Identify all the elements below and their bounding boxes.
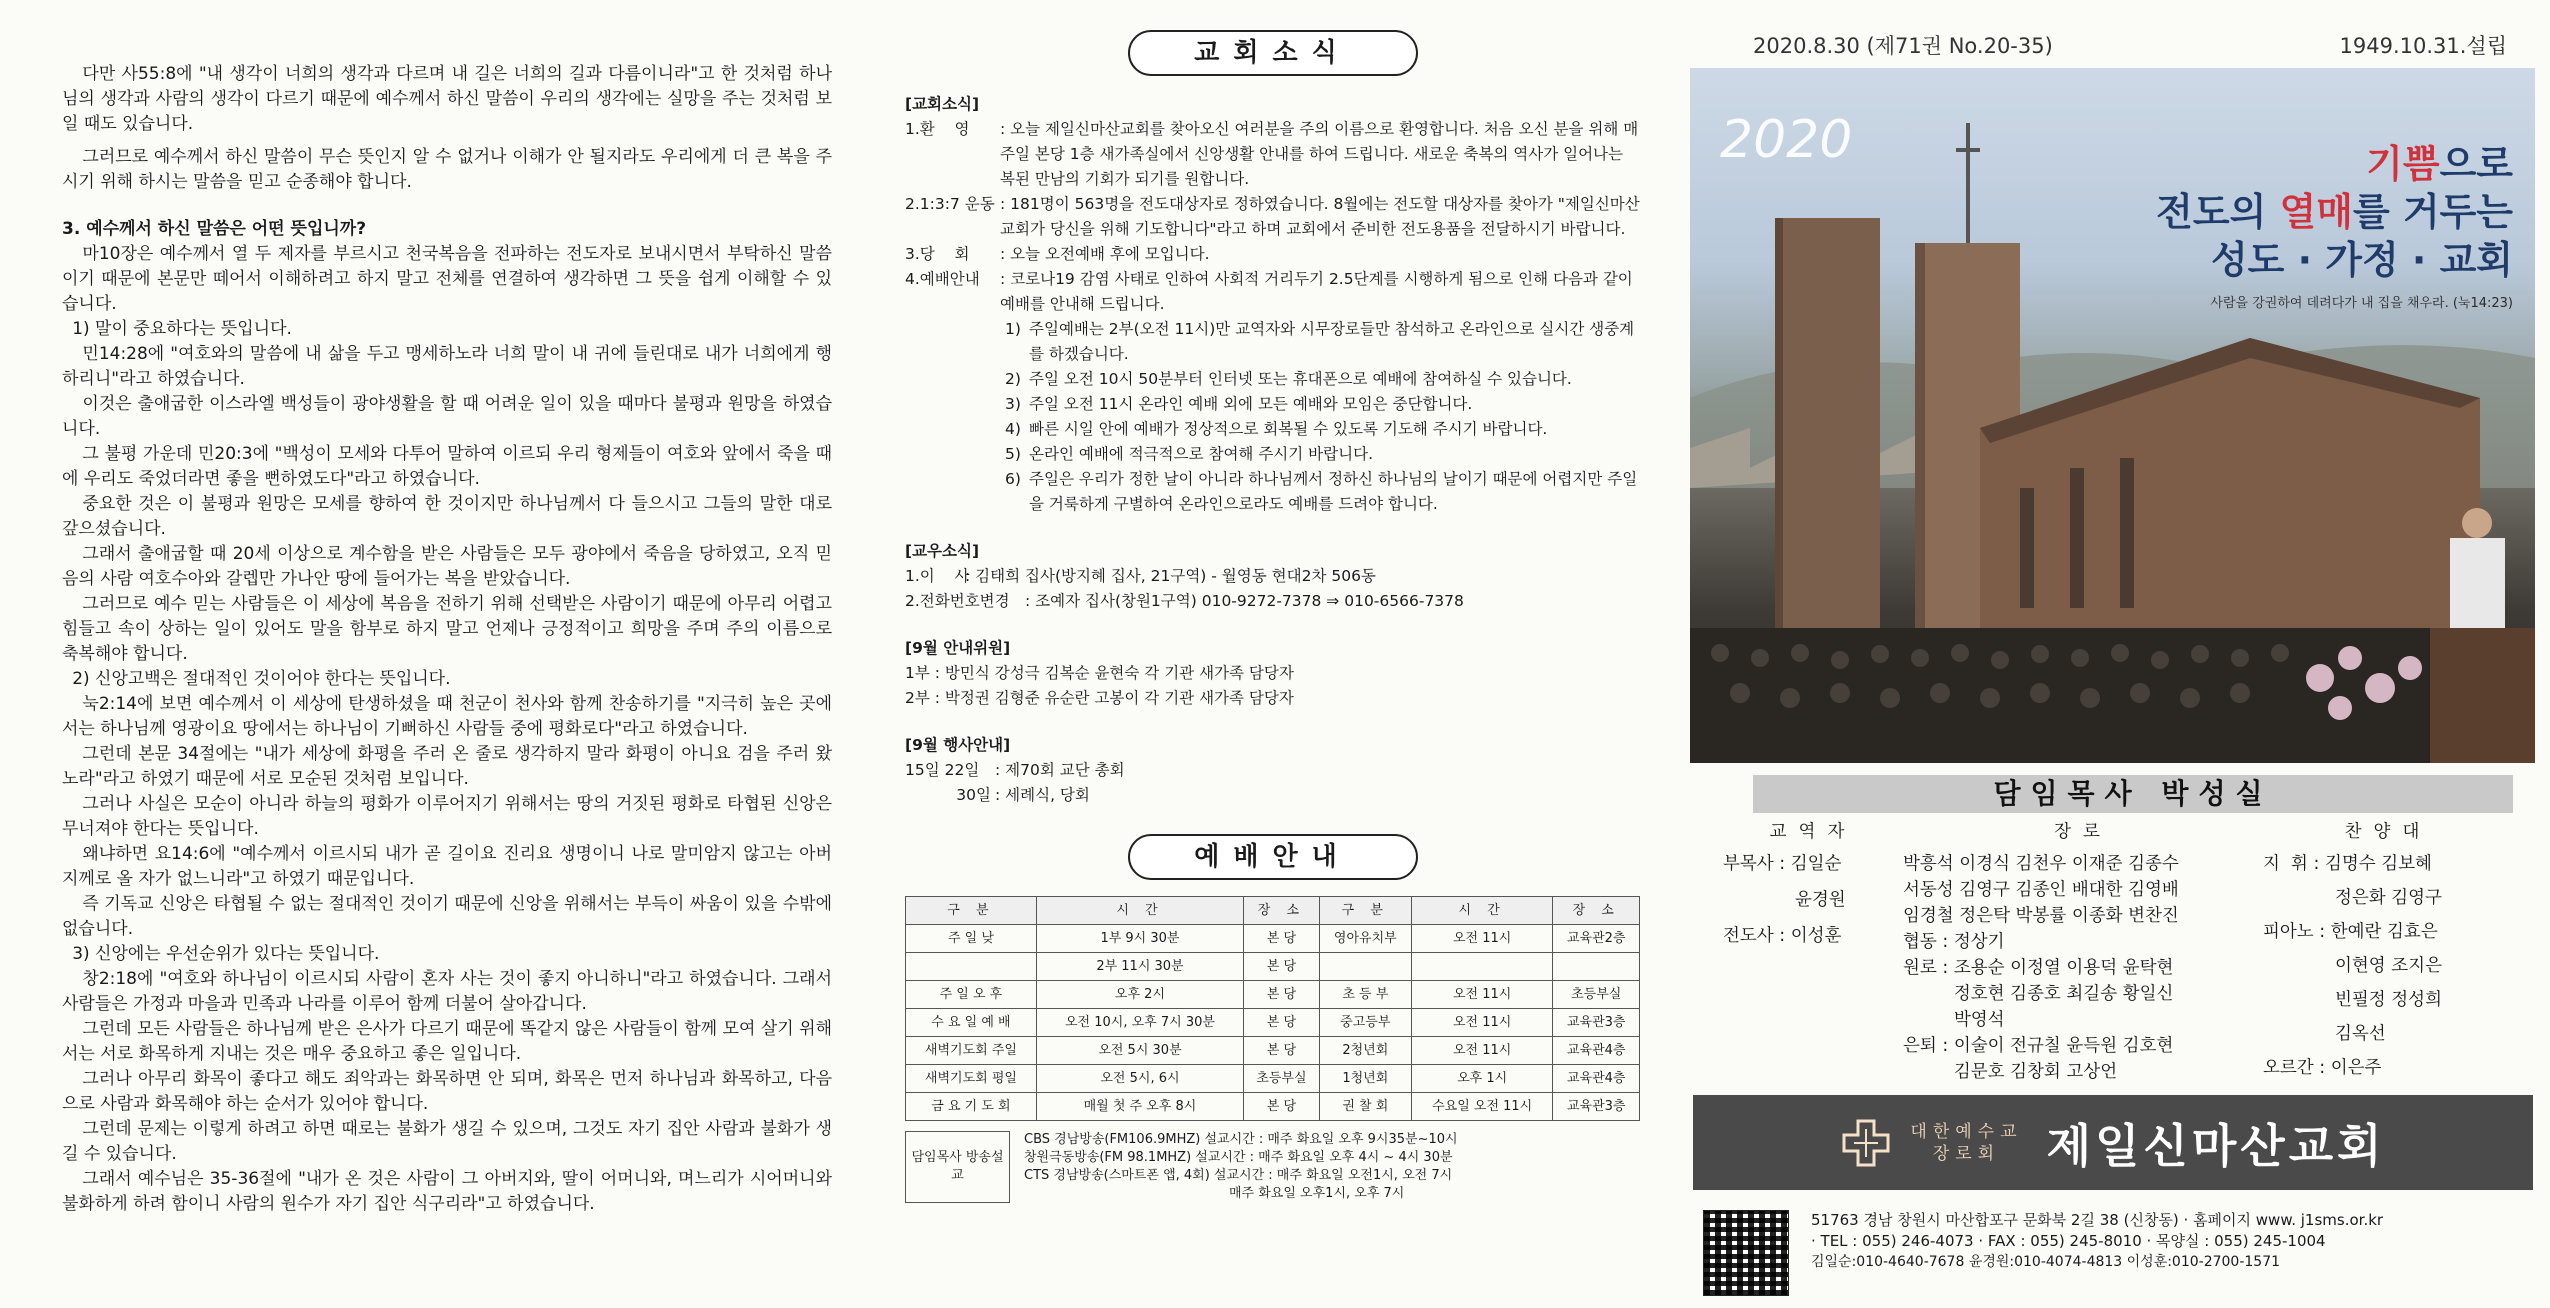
staff-names: 임경철 정은탁 박봉률 이종화 변찬진	[1903, 906, 2179, 926]
table-cell	[1411, 953, 1553, 981]
staff-names: 윤경원	[1795, 890, 1846, 910]
staff-names: 김옥선	[2335, 1024, 2386, 1044]
table-cell: 초등부실	[1244, 1065, 1320, 1093]
notice-item	[905, 242, 1640, 267]
staff-role: 오르간 :	[2263, 1058, 2331, 1078]
staff-column-clergy	[1723, 819, 1903, 1085]
sermon-paragraph: 눅2:14에 보면 예수께서 이 세상에 탄생하셨을 때 천군이 천사와 함께 찬송하기를 "지극히 높은 곳에서는 하나님께 영광이요 땅에서는 하나님이 기뻐하신 사람들 중에 평화로다"라고 하였습니다.	[62, 694, 832, 739]
guides-heading: [9월 안내위원]	[905, 639, 1011, 657]
staff-names: 정은화 김영구	[2335, 888, 2442, 908]
notice-text: : 오늘 제일신마산교회를 찾아오신 여러분을 주의 이름으로 환영합니다. 처음 오신 분을 위해 매주일 본당 1층 새가족실에서 신앙생활 안내를 하여 드립니다. 새로운 축복의 역사가 일어나는 복된 만남의 기회가 되기를 원합니다.	[1000, 120, 1639, 188]
notice-label: 4.예배안내	[905, 270, 980, 288]
contact-info	[1811, 1210, 2383, 1296]
table-cell: 교육관2층	[1553, 925, 1640, 953]
notice-item	[905, 117, 1640, 192]
sermon-column	[62, 62, 832, 1262]
denomination	[1910, 1121, 2022, 1165]
church-banner	[1693, 1095, 2533, 1190]
staff-row	[1903, 1033, 2263, 1085]
table-cell	[906, 953, 1037, 981]
staff-role: 협동 :	[1903, 932, 1954, 952]
issue-date: 2020.8.30 (제71권 No.20-35)	[1753, 34, 2053, 58]
table-cell: 오전 11시	[1411, 925, 1553, 953]
table-cell: 주 일 낮	[906, 925, 1037, 953]
table-row	[906, 925, 1640, 953]
table-cell	[1553, 953, 1640, 981]
table-row	[906, 1093, 1640, 1121]
table-cell: 새벽기도회 주일	[906, 1037, 1037, 1065]
table-cell: 교육관4층	[1553, 1037, 1640, 1065]
table-cell	[1319, 953, 1411, 981]
sermon-paragraph: 그러므로 예수께서 하신 말씀이 무슨 뜻인지 알 수 없거나 이해가 안 될지라도 우리에게 더 큰 복을 주시기 위해 하시는 말씀을 믿고 순종해야 합니다.	[62, 147, 832, 192]
table-cell: 본 당	[1244, 981, 1320, 1009]
staff-row	[2263, 987, 2513, 1013]
broadcast-line: CTS 경남방송(스마트폰 앱, 4회) 설교시간 : 매주 화요일 오전1시, 오전 7시	[1024, 1168, 1453, 1183]
staff-role: 지 휘 :	[2263, 854, 2325, 874]
events-heading: [9월 행사안내]	[905, 736, 1011, 754]
table-cell: 오전 5시, 6시	[1036, 1065, 1243, 1093]
sermon-paragraph: 민14:28에 "여호와의 말씀에 내 삶을 두고 맹세하노라 너희 말이 내 귀에 들린대로 내가 너희에게 행하리니"라고 하였습니다.	[62, 344, 832, 389]
pastor-banner: 담임목사 박성실	[1753, 775, 2513, 813]
notice-item	[905, 192, 1640, 242]
table-cell: 매월 첫 주 오후 8시	[1036, 1093, 1243, 1121]
staff-names: 이성훈	[1790, 926, 1842, 946]
staff-row	[1903, 877, 2263, 903]
staff-names: 이은주	[2330, 1058, 2382, 1078]
worship-table-body	[906, 925, 1640, 1121]
notice-text: : 181명이 563명을 전도대상자로 정하였습니다. 8월에는 전도할 대상자를 찾아가 "제일신마산교회가 당신을 위해 기도합니다"라고 하며 교회에서 준비한 전도용품을 전달하시기 바랍니다.	[1000, 195, 1640, 238]
church-news-heading: [교회소식]	[905, 95, 980, 113]
guide-line: 1부 : 방민식 강성극 김복순 윤현숙 각 기관 새가족 담당자	[905, 664, 1294, 682]
table-cell: 교육관3층	[1553, 1009, 1640, 1037]
staff-row	[1903, 903, 2263, 929]
sermon-paragraph: 그런데 모든 사람들은 하나님께 받은 은사가 다르기 때문에 똑같지 않은 사람들이 함께 모여 살기 위해서는 서로 화목하게 지내는 것은 매우 중요하고 좋은 일입니다.	[62, 1019, 832, 1064]
event-item	[905, 758, 1640, 783]
table-cell: 오전 11시	[1411, 1009, 1553, 1037]
church-news	[905, 92, 1640, 517]
table-cell: 2부 11시 30분	[1036, 953, 1243, 981]
table-cell: 오전 11시	[1411, 1037, 1553, 1065]
sermon-paragraph: 그런데 본문 34절에는 "내가 세상에 화평을 주러 온 줄로 생각하지 말라 화평이 아니요 검을 주러 왔노라"라고 하였기 때문에 서로 모순된 것처럼 보입니다.	[62, 744, 832, 789]
list-item: 5) 온라인 예배에 적극적으로 참여해 주시기 바랍니다.	[905, 442, 1640, 467]
sermon-paragraph: 마10장은 예수께서 열 두 제자를 부르시고 천국복음을 전파하는 전도자로 보내시면서 부탁하신 말씀이기 때문에 본문만 떼어서 이해하려고 하지 말고 전체를 연결하여 생각하면 그 뜻을 쉽게 이해할 수 있습니다.	[62, 244, 832, 314]
contact-footer	[1703, 1210, 2535, 1296]
list-item: 2) 주일 오전 10시 50분부터 인터넷 또는 휴대폰으로 예배에 참여하실 수 있습니다.	[905, 367, 1640, 392]
staff-row	[2263, 919, 2513, 945]
sermon-paragraph: 다만 사55:8에 "내 생각이 너희의 생각과 다르며 내 길은 너희의 길과 다름이니라"고 한 것처럼 하나님의 생각과 사람의 생각이 다르기 때문에 예수께서 하신 말씀이 우리의 생각에는 실망을 주는 것처럼 보일 때도 있습니다.	[62, 64, 832, 134]
table-row	[906, 1009, 1640, 1037]
worship-table	[905, 896, 1640, 1121]
staff-row	[2263, 885, 2513, 911]
broadcast-section	[905, 1131, 1640, 1203]
cover-column	[1683, 18, 2535, 1288]
table-header: 시 간	[1036, 897, 1243, 925]
table-header: 구 분	[906, 897, 1037, 925]
table-cell: 교육관3층	[1553, 1093, 1640, 1121]
staff-names: 서동성 김영구 김종인 배대한 김영배	[1903, 880, 2179, 900]
staff-column-elders	[1903, 819, 2263, 1085]
staff-role: 은퇴 :	[1903, 1036, 1954, 1056]
staff-role: 부목사 :	[1723, 854, 1791, 874]
staff-names: 조용순 이정열 이용덕 윤탁현 정호현 김종호 최길송 황일신 박영석	[1953, 958, 2174, 1030]
section-heading: 3. 예수께서 하신 말씀은 어떤 뜻입니까?	[62, 219, 367, 239]
list-item: 1) 주일예배는 2부(오전 11시)만 교역자와 시무장로들만 참석하고 온라인으로 실시간 생중계를 하겠습니다.	[905, 317, 1640, 367]
notice-text: : 김태희 집사(방지혜 집사, 21구역) - 월영동 현대2차 506동	[965, 567, 1376, 585]
staff-column-heading: 장로	[2054, 822, 2112, 842]
notice-label: 1.이 사	[905, 567, 970, 585]
staff-names: 정상기	[1953, 932, 2005, 952]
event-date: 15일 22일	[905, 761, 980, 779]
event-text: : 세례식, 당회	[995, 786, 1090, 804]
denomination-line: 장로회	[1932, 1143, 2001, 1164]
denomination-line: 대한예수교	[1910, 1121, 2023, 1142]
sermon-paragraph: 그러나 아무리 화목이 좋다고 해도 죄악과는 화목하면 안 되며, 화목은 먼저 하나님과 화목하고, 다음으로 사람과 화목해야 하는 순서가 있어야 합니다.	[62, 1069, 832, 1114]
staff-row	[1903, 929, 2263, 955]
cover-header	[1683, 18, 2535, 68]
slogan-highlight: 열매	[2279, 190, 2353, 234]
address: 51763 경남 창원시 마산합포구 문화북 2길 38 (신창동) · 홈페이지 www. j1sms.or.kr	[1811, 1211, 2384, 1229]
mobile-numbers: 김일순:010-4640-7678 윤경원:010-4074-4813 이성훈:010-2700-1571	[1811, 1254, 2281, 1270]
notice-label: 1.환 영	[905, 120, 970, 138]
staff-names: 이현영 조지은	[2335, 956, 2442, 976]
founded-date: 1949.10.31.설립	[2339, 34, 2507, 58]
table-cell: 중고등부	[1319, 1009, 1411, 1037]
point3-body	[62, 967, 832, 1217]
sermon-paragraph: 즉 기독교 신앙은 타협될 수 없는 절대적인 것이기 때문에 신앙을 위해서는 부득이 싸움이 있을 수밖에 없습니다.	[62, 894, 832, 939]
guide-text: 빠른 시일 안에 예배가 정상적으로 회복될 수 있도록 기도해 주시기 바랍니다.	[1029, 420, 1548, 438]
staff-row	[2263, 851, 2513, 877]
table-row	[906, 981, 1640, 1009]
broadcast-lines	[1010, 1131, 1640, 1203]
slogan-text: 성도 · 가정 · 교회	[2210, 238, 2513, 282]
table-cell: 오후 1시	[1411, 1065, 1553, 1093]
sermon-paragraph: 그러나 사실은 모순이 아니라 하늘의 평화가 이루어지기 위해서는 땅의 거짓된 평화로 타협된 신앙은 무너져야 한다는 뜻입니다.	[62, 794, 832, 839]
staff-names: 빈필정 정성희	[2335, 990, 2442, 1010]
table-row	[906, 1065, 1640, 1093]
staff-row	[1723, 887, 1903, 913]
table-header: 시 간	[1411, 897, 1553, 925]
sermon-paragraph: 그런데 문제는 이렇게 하려고 하면 때로는 불화가 생길 수 있으며, 그것도 자기 집안 사람과 불화가 생길 수 있습니다.	[62, 1119, 832, 1164]
staff-names: 박흥석 이경식 김천우 이재준 김종수	[1903, 854, 2179, 874]
sermon-paragraph: 그래서 예수님은 35-36절에 "내가 온 것은 사람이 그 아버지와, 딸이 어머니와, 며느리가 시어머니와 불화하게 하려 함이니 사람의 원수가 자기 집안 식구리라"고 하였습니다.	[62, 1169, 832, 1214]
worship-guide-list	[905, 317, 1640, 517]
staff-row	[1723, 851, 1903, 877]
table-cell: 오전 11시	[1411, 981, 1553, 1009]
event-text: : 제70회 교단 총회	[995, 761, 1125, 779]
staff-row	[1723, 923, 1903, 949]
event-date: 30일	[956, 786, 991, 804]
slogan-highlight: 기쁨	[2366, 142, 2440, 186]
member-news-heading: [교우소식]	[905, 542, 980, 560]
slogan-text: 를 거두는	[2352, 190, 2513, 234]
table-cell: 초등부실	[1553, 981, 1640, 1009]
table-row	[906, 953, 1640, 981]
staff-names: 김명수 김보혜	[2324, 854, 2432, 874]
sermon-paragraph: 그러므로 예수 믿는 사람들은 이 세상에 복음을 전하기 위해 선택받은 사람이기 때문에 아무리 어렵고 힘들고 속이 상하는 일이 있어도 말을 함부로 하지 말고 언제나 긍정적이고 희망을 주며 주의 이름으로 축복해야 합니다.	[62, 594, 832, 664]
notice-item	[905, 589, 1640, 614]
staff-column-heading: 교역자	[1769, 822, 1857, 842]
notice-text: : 조예자 집사(창원1구역) 010-9272-7378 ⇒ 010-6566-7378	[1025, 592, 1464, 610]
staff-column-choir	[2263, 819, 2513, 1085]
notice-label: 2.1:3:7 운동	[905, 195, 995, 213]
staff-row	[2263, 1055, 2513, 1081]
slogan-text: 으로	[2439, 142, 2513, 186]
table-cell: 수 요 일 예 배	[906, 1009, 1037, 1037]
guide-text: 주일 오전 11시 온라인 예배 외에 모든 예배와 모임은 중단합니다.	[1029, 395, 1473, 413]
events-section	[905, 733, 1640, 808]
guide-text: 주일은 우리가 정한 날이 아니라 하나님께서 정하신 하나님의 날이기 때문에 어렵지만 주일을 거룩하게 구별하여 온라인으로라도 예배를 드려야 합니다.	[1029, 470, 1638, 513]
table-cell: 영아유치부	[1319, 925, 1411, 953]
notice-text: : 코로나19 감염 사태로 인하여 사회적 거리두기 2.5단계를 시행하게 됨으로 인해 다음과 같이 예배를 안내해 드립니다.	[1000, 270, 1633, 313]
table-cell: 주 일 오 후	[906, 981, 1037, 1009]
sermon-paragraph: 그 불평 가운데 민20:3에 "백성이 모세와 다투어 말하여 이르되 우리 형제들이 여호와 앞에서 죽을 때에 우리도 죽었더라면 좋을 뻔하였도다"라고 하였습니다.	[62, 444, 832, 489]
church-name: 제일신마산교회	[2046, 1118, 2386, 1173]
broadcast-line: CBS 경남방송(FM106.9MHZ) 설교시간 : 매주 화요일 오후 9시35분~10시	[1024, 1132, 1458, 1147]
staff-names: 김일순	[1790, 854, 1842, 874]
notice-text: : 오늘 오전예배 후에 모입니다.	[1000, 245, 1210, 263]
guide-text: 주일 오전 10시 50분부터 인터넷 또는 휴대폰으로 예배에 참여하실 수 있습니다.	[1029, 370, 1572, 388]
list-item: 3) 주일 오전 11시 온라인 예배 외에 모든 예배와 모임은 중단합니다.	[905, 392, 1640, 417]
table-header: 장 소	[1553, 897, 1640, 925]
event-item	[905, 783, 1640, 808]
sermon-paragraph: 왜냐하면 요14:6에 "예수께서 이르시되 내가 곧 길이요 진리요 생명이니 나로 말미암지 않고는 아버지께로 올 자가 없느니라"고 하였기 때문입니다.	[62, 844, 832, 889]
broadcast-line: 매주 화요일 오후1시, 오후 7시	[1229, 1186, 1405, 1201]
staff-role: 원로 :	[1903, 958, 1954, 978]
table-header-row	[906, 897, 1640, 925]
member-news	[905, 539, 1640, 614]
sermon-paragraph: 그래서 출애굽할 때 20세 이상으로 계수함을 받은 사람들은 모두 광야에서 죽음을 당하였고, 오직 믿음의 사람 여호수아와 갈렙만 가나안 땅에 들어가는 복을 받았습니다.	[62, 544, 832, 589]
staff-row	[1903, 955, 2263, 1033]
table-cell: 1부 9시 30분	[1036, 925, 1243, 953]
table-cell: 오전 10시, 오후 7시 30분	[1036, 1009, 1243, 1037]
sermon-paragraph: 창2:18에 "여호와 하나님이 이르시되 사람이 혼자 사는 것이 좋지 아니하니"라고 하였습니다. 그래서 사람들은 가정과 마을과 민족과 나라를 이루어 함께 더불어 살아갑니다.	[62, 969, 832, 1014]
table-cell: 새벽기도회 평일	[906, 1065, 1037, 1093]
table-cell: 교육관4층	[1553, 1065, 1640, 1093]
table-header: 구 분	[1319, 897, 1411, 925]
table-cell: 본 당	[1244, 1037, 1320, 1065]
table-header: 장 소	[1244, 897, 1320, 925]
slogan	[2156, 140, 2513, 284]
guides-section	[905, 636, 1640, 711]
list-item: 6) 주일은 우리가 정한 날이 아니라 하나님께서 정하신 하나님의 날이기 때문에 어렵지만 주일을 거룩하게 구별하여 온라인으로라도 예배를 드려야 합니다.	[905, 467, 1640, 517]
year-text: 2020	[1720, 110, 1853, 170]
phone-numbers: · TEL : 055) 246-4073 · FAX : 055) 245-8010 · 목양실 : 055) 245-1004	[1811, 1232, 2326, 1250]
cross-logo-icon	[1840, 1117, 1892, 1169]
sermon-paragraph: 중요한 것은 이 불평과 원망은 모세를 향하여 한 것이지만 하나님께서 다 들으시고 그들의 말한 대로 갚으셨습니다.	[62, 494, 832, 539]
staff-column-heading: 찬양대	[2344, 822, 2432, 842]
slogan-verse: 사람을 강권하여 데려다가 내 집을 채우라. (눅14:23)	[2210, 296, 2513, 311]
table-cell: 본 당	[1244, 925, 1320, 953]
guide-line: 2부 : 박정권 김형준 유순란 고봉이 각 기관 새가족 담당자	[905, 689, 1294, 707]
broadcast-line: 창원극동방송(FM 98.1MHZ) 설교시간 : 매주 화요일 오후 4시 ~ 4시 30분	[1024, 1150, 1453, 1165]
table-cell: 오후 2시	[1036, 981, 1243, 1009]
sermon-paragraph: 이것은 출애굽한 이스라엘 백성들이 광야생활을 할 때 어려운 일이 있을 때마다 불평과 원망을 하였습니다.	[62, 394, 832, 439]
staff-names: 이술이 전규칠 윤득원 김호현 김문호 김창회 고상언	[1953, 1036, 2174, 1082]
staff-row	[2263, 1021, 2513, 1047]
table-cell: 본 당	[1244, 953, 1320, 981]
notices-title: 교회소식	[1128, 30, 1418, 76]
notice-item	[905, 564, 1640, 589]
notices-column	[905, 30, 1640, 1280]
list-item: 4) 빠른 시일 안에 예배가 정상적으로 회복될 수 있도록 기도해 주시기 바랍니다.	[905, 417, 1640, 442]
guide-text: 주일예배는 2부(오전 11시)만 교역자와 시무장로들만 참석하고 온라인으로 실시간 생중계를 하겠습니다.	[1029, 320, 1635, 363]
slogan-text: 전도의	[2156, 190, 2280, 234]
point-heading: 2) 신앙고백은 절대적인 것이어야 한다는 뜻입니다.	[72, 669, 451, 689]
staff-row	[2263, 953, 2513, 979]
table-cell: 수요일 오전 11시	[1411, 1093, 1553, 1121]
staff-row	[1903, 851, 2263, 877]
table-cell: 1청년회	[1319, 1065, 1411, 1093]
staff-role: 피아노 :	[2263, 922, 2331, 942]
notice-label: 3.당 회	[905, 245, 970, 263]
table-cell: 권 찰 회	[1319, 1093, 1411, 1121]
notice-item	[905, 267, 1640, 317]
worship-title: 예배안내	[1128, 834, 1418, 880]
point1-body	[62, 342, 832, 667]
table-cell: 본 당	[1244, 1093, 1320, 1121]
notice-label: 2.전화번호변경	[905, 592, 1010, 610]
point2-body	[62, 692, 832, 942]
church-photo	[1690, 68, 2535, 763]
broadcast-label: 담임목사 방송설교	[905, 1131, 1010, 1203]
table-cell: 2청년회	[1319, 1037, 1411, 1065]
staff-list	[1723, 819, 2513, 1085]
table-cell: 본 당	[1244, 1009, 1320, 1037]
staff-names: 한예란 김효은	[2330, 922, 2438, 942]
table-row	[906, 1037, 1640, 1065]
table-cell: 금 요 기 도 회	[906, 1093, 1037, 1121]
table-cell: 오전 5시 30분	[1036, 1037, 1243, 1065]
table-cell: 초 등 부	[1319, 981, 1411, 1009]
point-heading: 1) 말이 중요하다는 뜻입니다.	[72, 319, 292, 339]
point-heading: 3) 신앙에는 우선순위가 있다는 뜻입니다.	[72, 944, 380, 964]
staff-role: 전도사 :	[1723, 926, 1791, 946]
qr-code-icon[interactable]	[1703, 1210, 1789, 1296]
guide-text: 온라인 예배에 적극적으로 참여해 주시기 바랍니다.	[1029, 445, 1373, 463]
